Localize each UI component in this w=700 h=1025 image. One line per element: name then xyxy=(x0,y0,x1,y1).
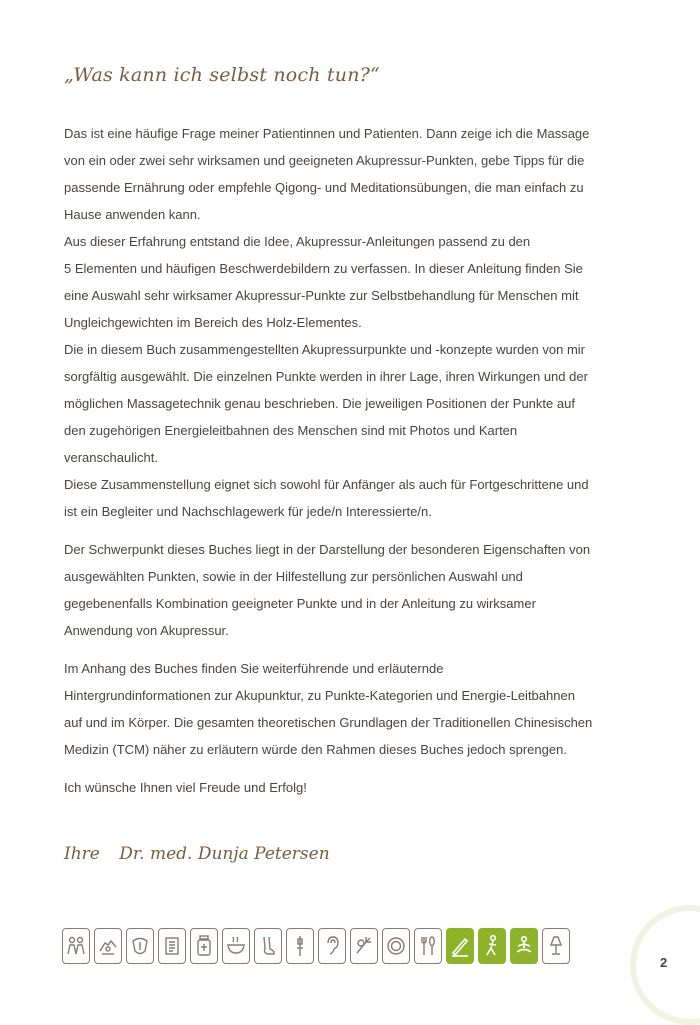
text-line: ist ein Begleiter und Nachschlagewerk für jede/n Interessierte/n. xyxy=(64,504,432,519)
text-line: Anwendung von Akupressur. xyxy=(64,623,229,638)
text-line: Aus dieser Erfahrung entstand die Idee, Akupressur-Anleitungen passend zu den xyxy=(64,234,531,249)
signature-greeting: Ihre xyxy=(64,844,100,864)
text-line: ausgewählten Punkten, sowie in der Hilfestellung zur persönlichen Auswahl und xyxy=(64,569,523,584)
chapter-icon-bar xyxy=(62,928,570,964)
vegetables-icon[interactable] xyxy=(350,928,378,964)
tongue-icon[interactable] xyxy=(126,928,154,964)
text-line: Im Anhang des Buches finden Sie weiterführende und erläuternde xyxy=(64,661,444,676)
text-line: Hintergrundinformationen zur Akupunktur, zu Punkte-Kategorien und Energie-Leitbahnen xyxy=(64,688,575,703)
scroll-icon[interactable] xyxy=(158,928,186,964)
text-line: Die in diesem Buch zusammengestellten Akupressurpunkte und -konzepte wurden von mir xyxy=(64,342,585,357)
text-line: Hause anwenden kann. xyxy=(64,207,201,222)
ear-icon[interactable] xyxy=(318,928,346,964)
text-line: von ein oder zwei sehr wirksamen und geeigneten Akupressur-Punkten, gebe Tipps für die xyxy=(64,153,585,168)
walking-person-icon[interactable] xyxy=(478,928,506,964)
text-line: den zugehörigen Energieleitbahnen des Menschen sind mit Photos und Karten xyxy=(64,423,518,438)
text-line: Medizin (TCM) näher zu erläutern würde den Rahmen dieses Buches jedoch sprengen. xyxy=(64,742,567,757)
text-line: gegebenenfalls Kombination geeigneter Punkte und in der Anleitung zu wirksamer xyxy=(64,596,536,611)
meditation-icon[interactable] xyxy=(510,928,538,964)
page-number: 2 xyxy=(660,955,668,970)
paragraph xyxy=(64,120,654,525)
plate-icon[interactable] xyxy=(382,928,410,964)
cutlery-icon[interactable] xyxy=(414,928,442,964)
text-line: auf und im Körper. Die gesamten theoretischen Grundlagen der Traditionellen Chinesischen xyxy=(64,715,593,730)
jar-icon[interactable] xyxy=(190,928,218,964)
text-line: Das ist eine häufige Frage meiner Patientinnen und Patienten. Dann zeige ich die Massage xyxy=(64,126,590,141)
text-line: Diese Zusammenstellung eignet sich sowohl für Anfänger als auch für Fortgeschrittene und xyxy=(64,477,589,492)
paragraph xyxy=(64,774,654,801)
page-heading: „Was kann ich selbst noch tun?“ xyxy=(64,64,380,86)
text-line: Der Schwerpunkt dieses Buches liegt in der Darstellung der besonderen Eigenschaften von xyxy=(64,542,591,557)
text-line: passende Ernährung oder empfehle Qigong- und Meditationsübungen, die man einfach zu xyxy=(64,180,584,195)
signature-name: Dr. med. Dunja Petersen xyxy=(119,844,330,864)
text-line: 5 Elementen und häufigen Beschwerdebildern zu verfassen. In dieser Anleitung finden Sie xyxy=(64,261,583,276)
text-line: sorgfältig ausgewählt. Die einzelnen Punkte werden in ihrer Lage, ihren Wirkungen und der xyxy=(64,369,588,384)
acupuncture-needle-icon[interactable] xyxy=(286,928,314,964)
text-line: Ich wünsche Ihnen viel Freude und Erfolg! xyxy=(64,780,307,795)
signature xyxy=(64,844,344,864)
text-line: veranschaulicht. xyxy=(64,450,158,465)
text-line: Ungleichgewichten im Bereich des Holz-Elementes. xyxy=(64,315,362,330)
paragraph xyxy=(64,655,654,763)
lamp-icon[interactable] xyxy=(542,928,570,964)
people-icon[interactable] xyxy=(62,928,90,964)
text-line: möglichen Massagetechnik genau beschrieben. Die jeweiligen Positionen der Punkte auf xyxy=(64,396,575,411)
body-text xyxy=(64,120,654,812)
writing-hand-icon[interactable] xyxy=(446,928,474,964)
bowl-icon[interactable] xyxy=(222,928,250,964)
foot-icon[interactable] xyxy=(254,928,282,964)
text-line: eine Auswahl sehr wirksamer Akupressur-Punkte zur Selbstbehandlung für Menschen mit xyxy=(64,288,579,303)
paragraph xyxy=(64,536,654,644)
hands-icon[interactable] xyxy=(94,928,122,964)
